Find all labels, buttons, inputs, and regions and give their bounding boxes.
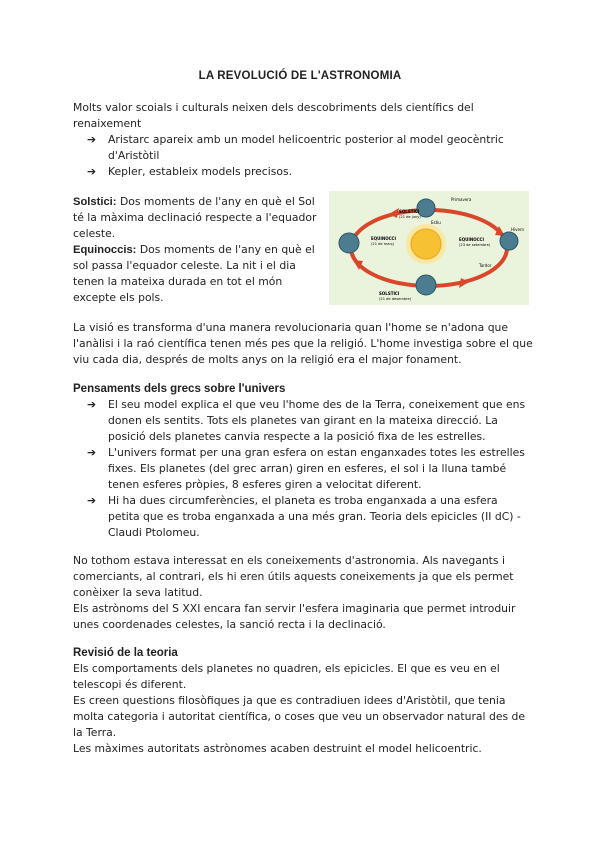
label-solstice-june: SOLSTICI (399, 209, 420, 214)
intro-text: Molts valor scoials i culturals neixen dels descobriments dels científics del renaixement (73, 101, 474, 130)
arrow-icon: ➔ (87, 133, 97, 146)
review-heading: Revisió de la teoria (73, 647, 178, 659)
review-line: Les màximes autoritats astrònomes acaben destruint el model helicoentric. (73, 742, 482, 755)
greeks-heading: Pensaments dels grecs sobre l'univers (73, 383, 286, 395)
astronomers-paragraph: Els astrònoms del S XXI encara fan servir l'esfera imaginaria que permet introduir unes coordenades celestes, la sanció recta i la declinació. (73, 602, 516, 631)
page-title: LA REVOLUCIÓ DE L'ASTRONOMIA (198, 70, 402, 82)
label-hivern: Hivern (511, 227, 525, 232)
label-equinox-september-date: (23 de setembre) (459, 243, 491, 247)
navigators-paragraph: No tothom estava interessat en els coneixements d'astronomia. Als navegants i comerciants, al contrari, els hi eren útils aquests coneixements ja que els permet conèixer la seva latitud. (73, 554, 514, 599)
solstici-definition: Solstici: Dos moments de l'any en què el Sol té la màxima declinació respecte a l'equador celeste. (73, 195, 317, 240)
label-equinox-september: EQUINOCCI (459, 237, 484, 242)
label-equinox-march-date: (21 de març) (371, 242, 395, 246)
greeks-bullet-list (87, 397, 527, 541)
label-estiu: Estiu (431, 220, 441, 225)
review-line: Els comportaments dels planetes no quadren, els epicicles. El que es veu en el telescopi és diferent. (73, 662, 500, 691)
greeks-bullet: ➔ Hi ha dues circumferències, el planeta es troba enganxada a una esfera petita que es troba enganxada a una més gran. Teoria dels epicicles (II dC) - Claudi Ptolomeu. (87, 494, 521, 539)
greeks-bullet: ➔ L'univers format per una gran esfera on estan enganxades totes les estrelles fixes. Els planetes (del grec arran) giren en esferes, el sol i la lluna també tenen esferes pròpies, 8 esferes giren a velocitat diferent. (87, 446, 525, 491)
seasons-diagram-svg (329, 191, 529, 305)
seasons-diagram (329, 191, 529, 305)
vision-paragraph: La visió es transforma d'una manera revolucionaria quan l'home se n'adona que l'anàlisi i la raó científica tenen més pes que la religió. L'home investiga sobre el que viu cada dia, després de molts anys on la religió era el major fonament. (73, 321, 533, 366)
earth-december (416, 275, 436, 295)
sun (411, 229, 441, 259)
arrow-icon: ➔ (87, 165, 97, 178)
earth-september (500, 232, 518, 250)
equinoccis-term: Equinoccis: (73, 244, 137, 256)
arrow-icon: ➔ (87, 446, 97, 459)
greeks-bullet: ➔ El seu model explica el que veu l'home des de la Terra, coneixement que ens donen els sentits. Tots els planetes van girant en la mateixa direcció. La posició dels planetes canvia respecte a la posició fixa de les estrelles. (87, 398, 526, 443)
earth-march (339, 233, 359, 253)
label-solstice-june-date: (21 de juny) (399, 215, 421, 219)
label-primavera: Primavera (451, 197, 472, 202)
label-solstice-december: SOLSTICI (379, 291, 400, 296)
arrow-icon: ➔ (87, 398, 97, 411)
review-line: Es creen questions filosòfiques ja que es contradiuen idees d'Aristòtil, que tenia molta categoria i autoritat científica, o coses que veu un observador natural des de la Terra. (73, 694, 526, 739)
solstici-term: Solstici: (73, 196, 117, 208)
intro-bullet: ➔ Kepler, estableix models precisos. (87, 165, 293, 178)
equinoccis-definition: Equinoccis: Dos moments de l'any en què el sol passa l'equador celeste. La nit i el dia tenen la mateixa durada en tot el món excepte els pols. (73, 243, 315, 304)
intro-bullet-list (87, 132, 527, 180)
label-solstice-december-date: (21 de desembre) (379, 297, 412, 301)
intro-bullet: ➔ Aristarc apareix amb un model helicoentric posterior al model geocèntric d'Aristòtil (87, 133, 504, 162)
label-equinox-march: EQUINOCCI (371, 236, 396, 241)
arrow-icon: ➔ (87, 494, 97, 507)
label-tardor: Tardor (479, 263, 492, 268)
